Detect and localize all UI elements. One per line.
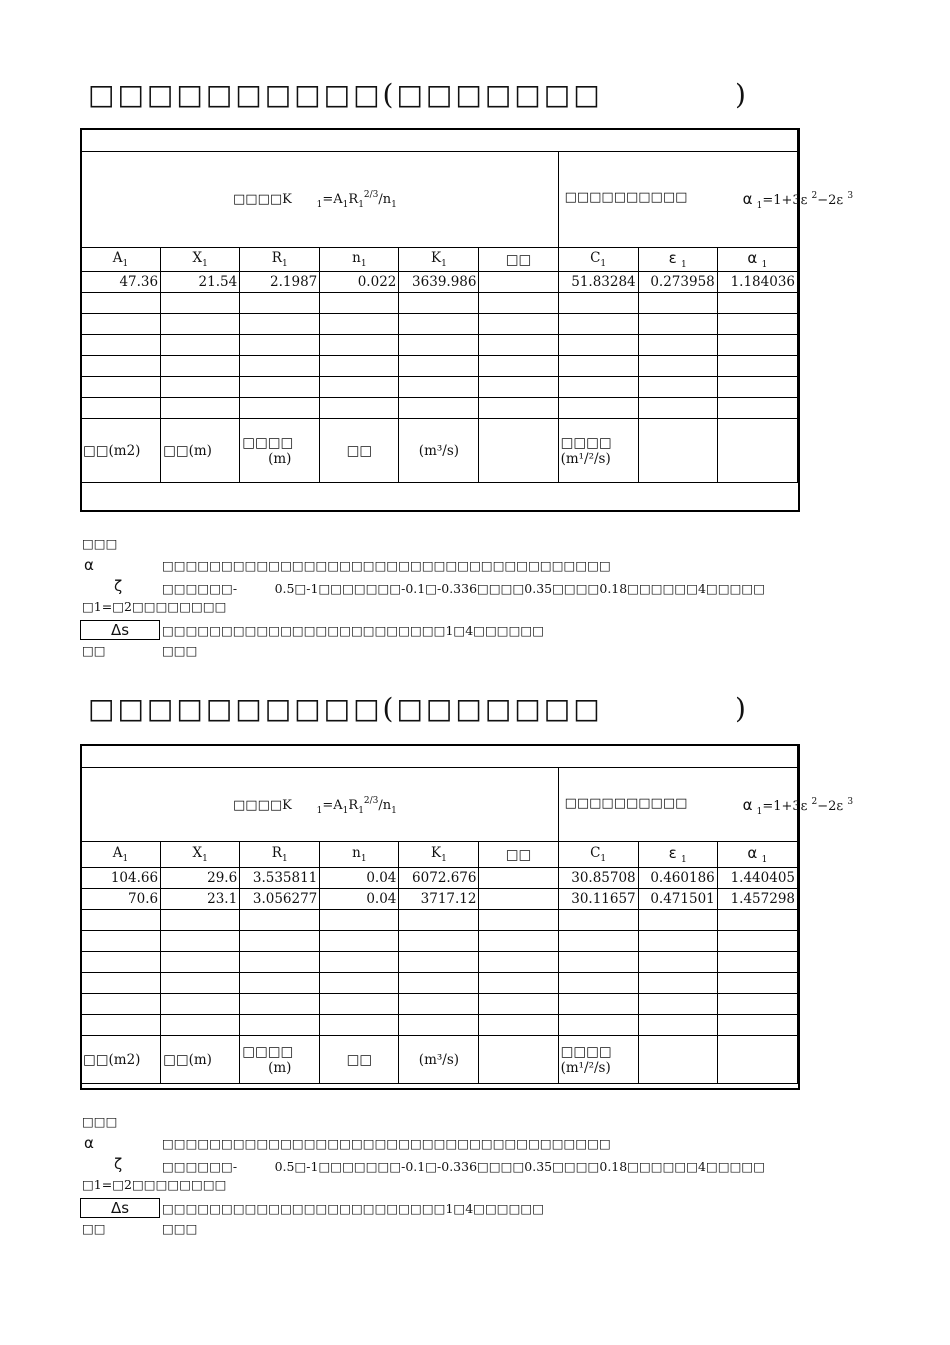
table-row bbox=[81, 293, 798, 314]
cell: 3639.986 bbox=[399, 272, 479, 293]
cell: 30.85708 bbox=[558, 868, 638, 889]
unit-conveyance: (m³/s) bbox=[399, 419, 479, 483]
header-note: □□ bbox=[479, 842, 558, 868]
table-row bbox=[81, 952, 798, 973]
note-continuation: □1=□2□□□□□□□□ bbox=[82, 1177, 227, 1192]
cell: 47.36 bbox=[81, 272, 161, 293]
table-row bbox=[81, 314, 798, 335]
calc-table bbox=[80, 129, 854, 483]
header-n: $n_1$ bbox=[320, 842, 399, 868]
note-continuation: □1=□2□□□□□□□□ bbox=[82, 599, 227, 614]
header-epsilon: ε $_1$ bbox=[638, 248, 717, 272]
note-alpha-text: □□□□□□□□□□□□□□□□□□□□□□□□□□□□□□□□□□□□□□ bbox=[162, 558, 611, 573]
header-x: $X_1$ bbox=[161, 842, 240, 868]
header-c: $C_1$ bbox=[558, 842, 638, 868]
note-last-label: □□ bbox=[82, 643, 106, 658]
cell: 6072.676 bbox=[399, 868, 479, 889]
unit-row bbox=[81, 419, 798, 483]
header-row bbox=[81, 248, 798, 272]
note-last-text: □□□ bbox=[162, 1221, 198, 1236]
header-a: $A_1$ bbox=[81, 842, 161, 868]
unit-conveyance: (m³/s) bbox=[399, 1036, 479, 1084]
unit-hydraulic-radius: □□□□ (m) bbox=[240, 419, 320, 483]
cell: 21.54 bbox=[161, 272, 240, 293]
cell: 3.056277 bbox=[240, 889, 320, 910]
table-row bbox=[81, 973, 798, 994]
cell: 0.471501 bbox=[638, 889, 717, 910]
cell: 30.11657 bbox=[558, 889, 638, 910]
title-close-paren: ) bbox=[735, 78, 746, 111]
table-row bbox=[81, 994, 798, 1015]
unit-area: □□(m2) bbox=[81, 419, 161, 483]
alpha-formula: α $_1$=1+3ε $^2$−2ε $^3$ bbox=[742, 796, 854, 817]
unit-wetted-perimeter: □□(m) bbox=[161, 419, 240, 483]
note-last-text: □□□ bbox=[162, 643, 198, 658]
k-formula: □□□□K $_1=A_1R_1^{2/3}/n_1$ bbox=[233, 190, 397, 210]
cell: 0.273958 bbox=[638, 272, 717, 293]
unit-chezy: □□□□ (m¹/²/s) bbox=[558, 1036, 638, 1084]
note-zeta-symbol: ζ bbox=[114, 1155, 123, 1173]
unit-chezy: □□□□ (m¹/²/s) bbox=[558, 419, 638, 483]
header-c: $C_1$ bbox=[558, 248, 638, 272]
alpha-formula-cell bbox=[558, 768, 854, 842]
header-x: $X_1$ bbox=[161, 248, 240, 272]
header-n: $n_1$ bbox=[320, 248, 399, 272]
k-formula-cell bbox=[81, 152, 559, 248]
title-close-paren: ) bbox=[735, 692, 746, 725]
header-k: $K_1$ bbox=[399, 842, 479, 868]
sheet-title: □□□□□□□□□□(□□□□□□□ bbox=[88, 78, 603, 111]
note-zeta-symbol: ζ bbox=[114, 577, 123, 595]
table-row bbox=[81, 335, 798, 356]
unit-roughness: □□ bbox=[320, 1036, 399, 1084]
header-alpha: α $_1$ bbox=[717, 248, 797, 272]
notes-heading: □□□ bbox=[82, 536, 118, 551]
unit-wetted-perimeter: □□(m) bbox=[161, 1036, 240, 1084]
cell: 29.6 bbox=[161, 868, 240, 889]
cell: 1.457298 bbox=[717, 889, 797, 910]
note-alpha-symbol: α bbox=[84, 556, 94, 574]
note-last-label: □□ bbox=[82, 1221, 106, 1236]
cell bbox=[479, 272, 558, 293]
calc-table bbox=[80, 745, 854, 1084]
cell: 3.535811 bbox=[240, 868, 320, 889]
note-ds-symbol: Δs bbox=[80, 620, 160, 640]
note-zeta-text: □□□□□□- 0.5□-1□□□□□□□-0.1□-0.336□□□□0.35□□□□0.18□□□□□□4□□□□□ bbox=[162, 581, 766, 596]
header-note: □□ bbox=[479, 248, 558, 272]
table-row bbox=[81, 889, 798, 910]
sheet-title: □□□□□□□□□□(□□□□□□□ bbox=[88, 692, 603, 725]
note-alpha-symbol: α bbox=[84, 1134, 94, 1152]
header-k: $K_1$ bbox=[399, 248, 479, 272]
cell: 0.04 bbox=[320, 868, 399, 889]
unit-roughness: □□ bbox=[320, 419, 399, 483]
header-alpha: α $_1$ bbox=[717, 842, 797, 868]
notes-heading: □□□ bbox=[82, 1114, 118, 1129]
note-ds-symbol: Δs bbox=[80, 1198, 160, 1218]
table-row bbox=[81, 272, 798, 293]
cell: 104.66 bbox=[81, 868, 161, 889]
note-ds-text: □□□□□□□□□□□□□□□□□□□□□□□□1□4□□□□□□ bbox=[162, 1201, 545, 1216]
unit-row bbox=[81, 1036, 798, 1084]
alpha-label: □□□□□□□□□□ bbox=[564, 190, 688, 205]
header-a: $A_1$ bbox=[81, 248, 161, 272]
note-zeta-text: □□□□□□- 0.5□-1□□□□□□□-0.1□-0.336□□□□0.35□□□□0.18□□□□□□4□□□□□ bbox=[162, 1159, 766, 1174]
note-alpha-text: □□□□□□□□□□□□□□□□□□□□□□□□□□□□□□□□□□□□□□ bbox=[162, 1136, 611, 1151]
alpha-formula-cell bbox=[558, 152, 854, 248]
cell: 0.04 bbox=[320, 889, 399, 910]
k-formula-cell bbox=[81, 768, 559, 842]
alpha-label: □□□□□□□□□□ bbox=[564, 796, 688, 811]
header-r: $R_1$ bbox=[240, 842, 320, 868]
note-ds-text: □□□□□□□□□□□□□□□□□□□□□□□□1□4□□□□□□ bbox=[162, 623, 545, 638]
table-row bbox=[81, 910, 798, 931]
unit-area: □□(m2) bbox=[81, 1036, 161, 1084]
table-row bbox=[81, 356, 798, 377]
k-formula: □□□□K $_1=A_1R_1^{2/3}/n_1$ bbox=[233, 796, 397, 816]
header-epsilon: ε $_1$ bbox=[638, 842, 717, 868]
cell: 1.440405 bbox=[717, 868, 797, 889]
cell: 0.022 bbox=[320, 272, 399, 293]
header-r: $R_1$ bbox=[240, 248, 320, 272]
table-row bbox=[81, 868, 798, 889]
table-row bbox=[81, 398, 798, 419]
cell: 23.1 bbox=[161, 889, 240, 910]
table-row bbox=[81, 377, 798, 398]
alpha-formula: α $_1$=1+3ε $^2$−2ε $^3$ bbox=[742, 190, 854, 211]
cell bbox=[479, 889, 558, 910]
unit-hydraulic-radius: □□□□ (m) bbox=[240, 1036, 320, 1084]
cell: 2.1987 bbox=[240, 272, 320, 293]
cell: 0.460186 bbox=[638, 868, 717, 889]
cell: 1.184036 bbox=[717, 272, 797, 293]
cell bbox=[479, 868, 558, 889]
cell: 70.6 bbox=[81, 889, 161, 910]
cell: 3717.12 bbox=[399, 889, 479, 910]
table-row bbox=[81, 1015, 798, 1036]
table-row bbox=[81, 931, 798, 952]
header-row bbox=[81, 842, 798, 868]
cell: 51.83284 bbox=[558, 272, 638, 293]
